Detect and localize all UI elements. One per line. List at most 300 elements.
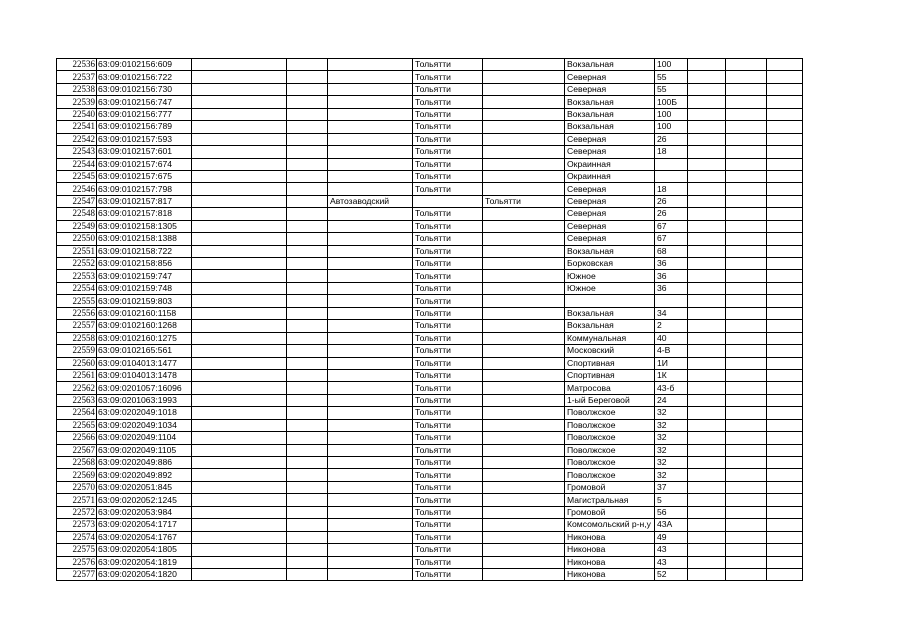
empty-cell[interactable] [688, 519, 726, 531]
house-cell[interactable]: 1И [655, 357, 688, 369]
district-cell[interactable] [192, 245, 287, 257]
empty-cell[interactable] [688, 208, 726, 220]
area-cell[interactable] [328, 295, 413, 307]
locality-cell[interactable] [483, 108, 565, 120]
district-cell[interactable] [192, 469, 287, 481]
locality-cell[interactable] [483, 258, 565, 270]
empty-cell[interactable] [767, 444, 803, 456]
district-cell[interactable] [192, 96, 287, 108]
empty-cell[interactable] [287, 158, 328, 170]
area-cell[interactable]: Автозаводский [328, 195, 413, 207]
house-cell[interactable]: 34 [655, 307, 688, 319]
street-cell[interactable]: Северная [565, 233, 655, 245]
cadastral-number-cell[interactable]: 63:09:0102156:609 [97, 59, 192, 71]
empty-cell[interactable] [688, 183, 726, 195]
row-number-cell[interactable]: 22546 [57, 183, 97, 195]
cadastral-number-cell[interactable]: 63:09:0202049:1018 [97, 407, 192, 419]
cadastral-number-cell[interactable]: 63:09:0102157:798 [97, 183, 192, 195]
cadastral-number-cell[interactable]: 63:09:0202054:1805 [97, 544, 192, 556]
locality-cell[interactable] [483, 282, 565, 294]
cadastral-number-cell[interactable]: 63:09:0202051:845 [97, 481, 192, 493]
locality-cell[interactable] [483, 295, 565, 307]
city-cell[interactable]: Тольятти [413, 568, 483, 580]
area-cell[interactable] [328, 258, 413, 270]
empty-cell[interactable] [287, 121, 328, 133]
area-cell[interactable] [328, 96, 413, 108]
street-cell[interactable]: Поволжское [565, 419, 655, 431]
house-cell[interactable]: 55 [655, 83, 688, 95]
street-cell[interactable]: Вокзальная [565, 108, 655, 120]
empty-cell[interactable] [287, 432, 328, 444]
city-cell[interactable]: Тольятти [413, 320, 483, 332]
empty-cell[interactable] [688, 195, 726, 207]
house-cell[interactable]: 32 [655, 419, 688, 431]
district-cell[interactable] [192, 170, 287, 182]
empty-cell[interactable] [767, 183, 803, 195]
empty-cell[interactable] [688, 506, 726, 518]
empty-cell[interactable] [287, 295, 328, 307]
street-cell[interactable]: Северная [565, 195, 655, 207]
area-cell[interactable] [328, 494, 413, 506]
district-cell[interactable] [192, 208, 287, 220]
street-cell[interactable]: Вокзальная [565, 245, 655, 257]
empty-cell[interactable] [287, 457, 328, 469]
locality-cell[interactable] [483, 96, 565, 108]
house-cell[interactable]: 18 [655, 183, 688, 195]
area-cell[interactable] [328, 519, 413, 531]
row-number-cell[interactable]: 22574 [57, 531, 97, 543]
locality-cell[interactable] [483, 544, 565, 556]
empty-cell[interactable] [726, 568, 767, 580]
empty-cell[interactable] [287, 568, 328, 580]
city-cell[interactable]: Тольятти [413, 233, 483, 245]
empty-cell[interactable] [767, 457, 803, 469]
cadastral-number-cell[interactable]: 63:09:0102165:561 [97, 345, 192, 357]
empty-cell[interactable] [287, 307, 328, 319]
empty-cell[interactable] [287, 394, 328, 406]
empty-cell[interactable] [767, 170, 803, 182]
area-cell[interactable] [328, 382, 413, 394]
empty-cell[interactable] [287, 282, 328, 294]
city-cell[interactable]: Тольятти [413, 121, 483, 133]
city-cell[interactable]: Тольятти [413, 158, 483, 170]
empty-cell[interactable] [726, 233, 767, 245]
area-cell[interactable] [328, 146, 413, 158]
empty-cell[interactable] [688, 382, 726, 394]
cadastral-number-cell[interactable]: 63:09:0102160:1268 [97, 320, 192, 332]
area-cell[interactable] [328, 270, 413, 282]
cadastral-number-cell[interactable]: 63:09:0104013:1478 [97, 369, 192, 381]
empty-cell[interactable] [287, 208, 328, 220]
cadastral-number-cell[interactable]: 63:09:0104013:1477 [97, 357, 192, 369]
empty-cell[interactable] [726, 158, 767, 170]
empty-cell[interactable] [767, 307, 803, 319]
empty-cell[interactable] [287, 258, 328, 270]
empty-cell[interactable] [688, 531, 726, 543]
empty-cell[interactable] [767, 382, 803, 394]
empty-cell[interactable] [287, 407, 328, 419]
area-cell[interactable] [328, 71, 413, 83]
empty-cell[interactable] [767, 158, 803, 170]
street-cell[interactable]: Окраинная [565, 170, 655, 182]
street-cell[interactable]: Магистральная [565, 494, 655, 506]
empty-cell[interactable] [688, 282, 726, 294]
row-number-cell[interactable]: 22571 [57, 494, 97, 506]
district-cell[interactable] [192, 71, 287, 83]
empty-cell[interactable] [726, 121, 767, 133]
city-cell[interactable]: Тольятти [413, 282, 483, 294]
area-cell[interactable] [328, 369, 413, 381]
cadastral-number-cell[interactable]: 63:09:0102158:1305 [97, 220, 192, 232]
row-number-cell[interactable]: 22549 [57, 220, 97, 232]
street-cell[interactable]: Никонова [565, 556, 655, 568]
row-number-cell[interactable]: 22545 [57, 170, 97, 182]
row-number-cell[interactable]: 22565 [57, 419, 97, 431]
empty-cell[interactable] [287, 245, 328, 257]
city-cell[interactable]: Тольятти [413, 531, 483, 543]
empty-cell[interactable] [688, 146, 726, 158]
empty-cell[interactable] [767, 320, 803, 332]
district-cell[interactable] [192, 519, 287, 531]
street-cell[interactable]: Вокзальная [565, 59, 655, 71]
empty-cell[interactable] [767, 332, 803, 344]
area-cell[interactable] [328, 59, 413, 71]
empty-cell[interactable] [688, 469, 726, 481]
empty-cell[interactable] [287, 146, 328, 158]
empty-cell[interactable] [767, 270, 803, 282]
empty-cell[interactable] [767, 407, 803, 419]
row-number-cell[interactable]: 22577 [57, 568, 97, 580]
cadastral-number-cell[interactable]: 63:09:0102158:722 [97, 245, 192, 257]
empty-cell[interactable] [726, 519, 767, 531]
cadastral-number-cell[interactable]: 63:09:0102157:674 [97, 158, 192, 170]
locality-cell[interactable] [483, 556, 565, 568]
empty-cell[interactable] [726, 469, 767, 481]
locality-cell[interactable] [483, 506, 565, 518]
area-cell[interactable] [328, 307, 413, 319]
locality-cell[interactable] [483, 59, 565, 71]
area-cell[interactable] [328, 568, 413, 580]
empty-cell[interactable] [767, 59, 803, 71]
empty-cell[interactable] [287, 83, 328, 95]
street-cell[interactable]: Поволжское [565, 432, 655, 444]
empty-cell[interactable] [726, 208, 767, 220]
street-cell[interactable]: Никонова [565, 544, 655, 556]
district-cell[interactable] [192, 544, 287, 556]
empty-cell[interactable] [287, 369, 328, 381]
street-cell[interactable]: Громовой [565, 506, 655, 518]
row-number-cell[interactable]: 22567 [57, 444, 97, 456]
row-number-cell[interactable]: 22554 [57, 282, 97, 294]
house-cell[interactable]: 55 [655, 71, 688, 83]
empty-cell[interactable] [726, 432, 767, 444]
district-cell[interactable] [192, 59, 287, 71]
empty-cell[interactable] [287, 531, 328, 543]
district-cell[interactable] [192, 146, 287, 158]
area-cell[interactable] [328, 444, 413, 456]
street-cell[interactable]: Спортивная [565, 369, 655, 381]
empty-cell[interactable] [726, 71, 767, 83]
city-cell[interactable]: Тольятти [413, 96, 483, 108]
area-cell[interactable] [328, 332, 413, 344]
house-cell[interactable]: 68 [655, 245, 688, 257]
city-cell[interactable]: Тольятти [413, 170, 483, 182]
street-cell[interactable]: Южное [565, 270, 655, 282]
locality-cell[interactable] [483, 158, 565, 170]
house-cell[interactable]: 52 [655, 568, 688, 580]
city-cell[interactable]: Тольятти [413, 494, 483, 506]
empty-cell[interactable] [767, 357, 803, 369]
house-cell[interactable]: 67 [655, 220, 688, 232]
empty-cell[interactable] [688, 544, 726, 556]
area-cell[interactable] [328, 394, 413, 406]
empty-cell[interactable] [287, 195, 328, 207]
district-cell[interactable] [192, 195, 287, 207]
locality-cell[interactable] [483, 357, 565, 369]
city-cell[interactable]: Тольятти [413, 419, 483, 431]
house-cell[interactable]: 24 [655, 394, 688, 406]
house-cell[interactable]: 26 [655, 195, 688, 207]
row-number-cell[interactable]: 22570 [57, 481, 97, 493]
street-cell[interactable]: Северная [565, 146, 655, 158]
empty-cell[interactable] [287, 320, 328, 332]
city-cell[interactable]: Тольятти [413, 432, 483, 444]
district-cell[interactable] [192, 258, 287, 270]
empty-cell[interactable] [726, 220, 767, 232]
row-number-cell[interactable]: 22551 [57, 245, 97, 257]
empty-cell[interactable] [726, 270, 767, 282]
district-cell[interactable] [192, 568, 287, 580]
house-cell[interactable]: 36 [655, 270, 688, 282]
empty-cell[interactable] [726, 407, 767, 419]
empty-cell[interactable] [767, 531, 803, 543]
empty-cell[interactable] [287, 481, 328, 493]
row-number-cell[interactable]: 22572 [57, 506, 97, 518]
city-cell[interactable]: Тольятти [413, 71, 483, 83]
empty-cell[interactable] [767, 133, 803, 145]
locality-cell[interactable] [483, 407, 565, 419]
cadastral-number-cell[interactable]: 63:09:0202049:886 [97, 457, 192, 469]
cadastral-number-cell[interactable]: 63:09:0102159:803 [97, 295, 192, 307]
district-cell[interactable] [192, 320, 287, 332]
empty-cell[interactable] [726, 444, 767, 456]
city-cell[interactable]: Тольятти [413, 133, 483, 145]
empty-cell[interactable] [767, 506, 803, 518]
area-cell[interactable] [328, 506, 413, 518]
empty-cell[interactable] [688, 419, 726, 431]
area-cell[interactable] [328, 133, 413, 145]
empty-cell[interactable] [287, 469, 328, 481]
empty-cell[interactable] [726, 96, 767, 108]
city-cell[interactable]: Тольятти [413, 245, 483, 257]
empty-cell[interactable] [287, 108, 328, 120]
house-cell[interactable]: 5 [655, 494, 688, 506]
empty-cell[interactable] [688, 96, 726, 108]
row-number-cell[interactable]: 22537 [57, 71, 97, 83]
city-cell[interactable]: Тольятти [413, 394, 483, 406]
area-cell[interactable] [328, 544, 413, 556]
city-cell[interactable]: Тольятти [413, 444, 483, 456]
house-cell[interactable]: 43 [655, 544, 688, 556]
empty-cell[interactable] [726, 394, 767, 406]
area-cell[interactable] [328, 457, 413, 469]
house-cell[interactable]: 36 [655, 258, 688, 270]
empty-cell[interactable] [688, 83, 726, 95]
empty-cell[interactable] [726, 556, 767, 568]
street-cell[interactable]: Поволжское [565, 469, 655, 481]
street-cell[interactable]: Южное [565, 282, 655, 294]
street-cell[interactable]: Северная [565, 71, 655, 83]
street-cell[interactable]: Вокзальная [565, 121, 655, 133]
empty-cell[interactable] [726, 544, 767, 556]
row-number-cell[interactable]: 22558 [57, 332, 97, 344]
district-cell[interactable] [192, 531, 287, 543]
empty-cell[interactable] [767, 295, 803, 307]
district-cell[interactable] [192, 183, 287, 195]
row-number-cell[interactable]: 22536 [57, 59, 97, 71]
empty-cell[interactable] [688, 108, 726, 120]
cadastral-number-cell[interactable]: 63:09:0102160:1158 [97, 307, 192, 319]
empty-cell[interactable] [287, 444, 328, 456]
cadastral-number-cell[interactable]: 63:09:0102159:748 [97, 282, 192, 294]
locality-cell[interactable] [483, 245, 565, 257]
district-cell[interactable] [192, 270, 287, 282]
district-cell[interactable] [192, 282, 287, 294]
street-cell[interactable]: 1-ый Береговой [565, 394, 655, 406]
house-cell[interactable]: 100Б [655, 96, 688, 108]
empty-cell[interactable] [287, 419, 328, 431]
house-cell[interactable]: 100 [655, 59, 688, 71]
district-cell[interactable] [192, 481, 287, 493]
empty-cell[interactable] [287, 332, 328, 344]
locality-cell[interactable] [483, 146, 565, 158]
locality-cell[interactable] [483, 332, 565, 344]
district-cell[interactable] [192, 506, 287, 518]
cadastral-number-cell[interactable]: 63:09:0102156:789 [97, 121, 192, 133]
city-cell[interactable]: Тольятти [413, 506, 483, 518]
city-cell[interactable]: Тольятти [413, 519, 483, 531]
empty-cell[interactable] [726, 133, 767, 145]
locality-cell[interactable] [483, 345, 565, 357]
house-cell[interactable] [655, 158, 688, 170]
district-cell[interactable] [192, 494, 287, 506]
locality-cell[interactable] [483, 481, 565, 493]
house-cell[interactable]: 40 [655, 332, 688, 344]
empty-cell[interactable] [287, 556, 328, 568]
area-cell[interactable] [328, 320, 413, 332]
city-cell[interactable]: Тольятти [413, 544, 483, 556]
city-cell[interactable]: Тольятти [413, 469, 483, 481]
city-cell[interactable]: Тольятти [413, 332, 483, 344]
empty-cell[interactable] [287, 519, 328, 531]
city-cell[interactable]: Тольятти [413, 407, 483, 419]
empty-cell[interactable] [688, 394, 726, 406]
house-cell[interactable]: 43 [655, 556, 688, 568]
empty-cell[interactable] [287, 96, 328, 108]
empty-cell[interactable] [726, 146, 767, 158]
empty-cell[interactable] [688, 494, 726, 506]
row-number-cell[interactable]: 22576 [57, 556, 97, 568]
street-cell[interactable]: Матросова [565, 382, 655, 394]
empty-cell[interactable] [767, 282, 803, 294]
area-cell[interactable] [328, 208, 413, 220]
area-cell[interactable] [328, 158, 413, 170]
locality-cell[interactable] [483, 170, 565, 182]
district-cell[interactable] [192, 407, 287, 419]
street-cell[interactable]: Вокзальная [565, 307, 655, 319]
empty-cell[interactable] [726, 382, 767, 394]
empty-cell[interactable] [767, 481, 803, 493]
row-number-cell[interactable]: 22552 [57, 258, 97, 270]
empty-cell[interactable] [726, 83, 767, 95]
house-cell[interactable]: 32 [655, 457, 688, 469]
district-cell[interactable] [192, 233, 287, 245]
empty-cell[interactable] [726, 195, 767, 207]
city-cell[interactable]: Тольятти [413, 481, 483, 493]
area-cell[interactable] [328, 432, 413, 444]
empty-cell[interactable] [688, 556, 726, 568]
street-cell[interactable]: Вокзальная [565, 320, 655, 332]
house-cell[interactable]: 36 [655, 282, 688, 294]
district-cell[interactable] [192, 345, 287, 357]
cadastral-number-cell[interactable]: 63:09:0102160:1275 [97, 332, 192, 344]
area-cell[interactable] [328, 469, 413, 481]
cadastral-number-cell[interactable]: 63:09:0102157:818 [97, 208, 192, 220]
district-cell[interactable] [192, 556, 287, 568]
empty-cell[interactable] [726, 183, 767, 195]
district-cell[interactable] [192, 121, 287, 133]
area-cell[interactable] [328, 357, 413, 369]
empty-cell[interactable] [767, 556, 803, 568]
empty-cell[interactable] [726, 369, 767, 381]
row-number-cell[interactable]: 22557 [57, 320, 97, 332]
empty-cell[interactable] [287, 183, 328, 195]
empty-cell[interactable] [688, 369, 726, 381]
cadastral-number-cell[interactable]: 63:09:0202054:1767 [97, 531, 192, 543]
empty-cell[interactable] [767, 71, 803, 83]
street-cell[interactable]: Северная [565, 208, 655, 220]
city-cell[interactable]: Тольятти [413, 307, 483, 319]
city-cell[interactable]: Тольятти [413, 146, 483, 158]
row-number-cell[interactable]: 22547 [57, 195, 97, 207]
cadastral-number-cell[interactable]: 63:09:0102156:722 [97, 71, 192, 83]
district-cell[interactable] [192, 432, 287, 444]
empty-cell[interactable] [767, 195, 803, 207]
cadastral-number-cell[interactable]: 63:09:0102158:1388 [97, 233, 192, 245]
area-cell[interactable] [328, 531, 413, 543]
cadastral-number-cell[interactable]: 63:09:0102159:747 [97, 270, 192, 282]
street-cell[interactable]: Московский [565, 345, 655, 357]
cadastral-number-cell[interactable]: 63:09:0202054:1819 [97, 556, 192, 568]
city-cell[interactable]: Тольятти [413, 108, 483, 120]
city-cell[interactable]: Тольятти [413, 83, 483, 95]
empty-cell[interactable] [726, 307, 767, 319]
street-cell[interactable]: Комсомольский р-н,у [565, 519, 655, 531]
street-cell[interactable]: Никонова [565, 568, 655, 580]
house-cell[interactable]: 43А [655, 519, 688, 531]
area-cell[interactable] [328, 233, 413, 245]
cadastral-number-cell[interactable]: 63:09:0202049:1034 [97, 419, 192, 431]
empty-cell[interactable] [688, 568, 726, 580]
district-cell[interactable] [192, 108, 287, 120]
cadastral-number-cell[interactable]: 63:09:0102158:856 [97, 258, 192, 270]
district-cell[interactable] [192, 444, 287, 456]
empty-cell[interactable] [767, 220, 803, 232]
district-cell[interactable] [192, 457, 287, 469]
street-cell[interactable]: Поволжское [565, 444, 655, 456]
empty-cell[interactable] [688, 220, 726, 232]
area-cell[interactable] [328, 481, 413, 493]
